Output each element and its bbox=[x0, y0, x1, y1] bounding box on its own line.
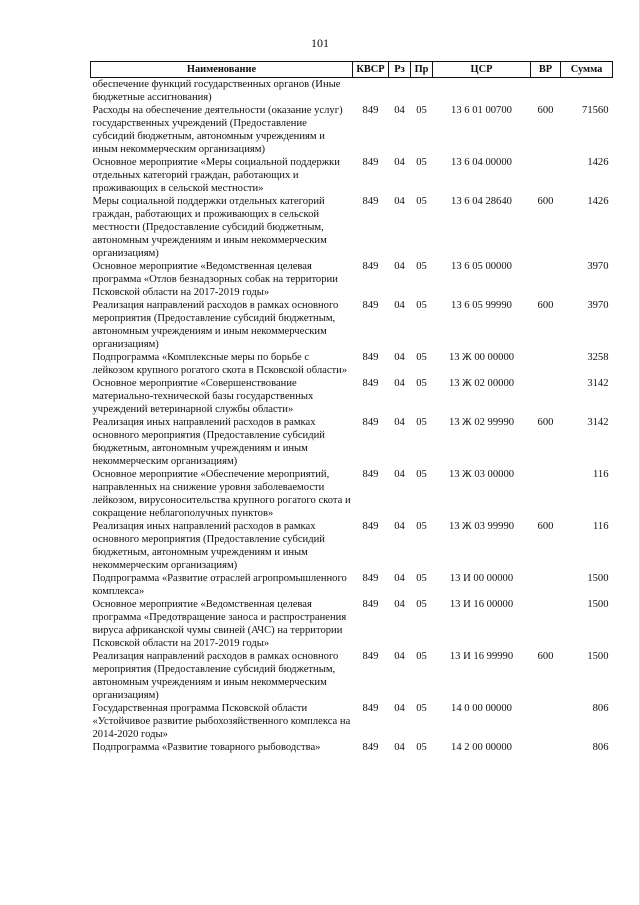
cell-kvsr: 849 bbox=[362, 105, 379, 116]
cell-vr bbox=[531, 702, 561, 741]
cell-pr: 05 bbox=[416, 469, 427, 480]
page-number: 101 bbox=[311, 36, 329, 50]
cell-sum: 3258 bbox=[587, 352, 609, 363]
cell-sum: 1426 bbox=[587, 157, 609, 168]
table-row bbox=[91, 377, 613, 416]
cell-sum: 806 bbox=[592, 742, 609, 753]
cell-vr: 600 bbox=[537, 300, 554, 311]
cell-rz: 04 bbox=[394, 261, 405, 272]
cell-vr bbox=[531, 377, 561, 416]
cell-name: Реализация иных направлений расходов в рамках основного мероприятия (Предоставление субсидий бюджетным, автономным учреждениям и иным некоммерческим организациям) bbox=[92, 521, 325, 571]
cell-vr bbox=[531, 598, 561, 650]
cell-rz: 04 bbox=[394, 157, 405, 168]
table-row bbox=[91, 351, 613, 377]
cell-sum: 3970 bbox=[587, 300, 609, 311]
header-pr: Пр bbox=[411, 62, 433, 78]
cell-sum bbox=[561, 78, 613, 105]
cell-kvsr: 849 bbox=[362, 300, 379, 311]
cell-name: Основное мероприятие «Ведомственная целевая программа «Предотвращение заноса и распространения вируса африканской чумы свиней (АЧС) на территории Псковской области на 2017-2019 годы» bbox=[92, 599, 347, 649]
cell-sum: 116 bbox=[593, 521, 609, 532]
cell-csr: 13 И 16 00000 bbox=[449, 599, 514, 610]
cell-rz: 04 bbox=[394, 352, 405, 363]
cell-kvsr bbox=[353, 78, 389, 105]
cell-pr: 05 bbox=[416, 157, 427, 168]
cell-vr bbox=[531, 260, 561, 299]
cell-vr bbox=[531, 741, 561, 754]
cell-sum: 1426 bbox=[587, 196, 609, 207]
cell-csr: 13 Ж 00 00000 bbox=[448, 352, 515, 363]
cell-pr: 05 bbox=[416, 105, 427, 116]
cell-kvsr: 849 bbox=[362, 521, 379, 532]
cell-vr: 600 bbox=[537, 196, 554, 207]
cell-csr: 13 6 04 28640 bbox=[451, 196, 512, 207]
table-row bbox=[91, 78, 613, 105]
cell-csr: 13 Ж 02 00000 bbox=[448, 378, 515, 389]
cell-pr bbox=[411, 78, 433, 105]
cell-sum: 3142 bbox=[587, 378, 609, 389]
cell-csr: 13 Ж 02 99990 bbox=[448, 417, 515, 428]
cell-csr: 14 0 00 00000 bbox=[451, 703, 512, 714]
table-row bbox=[91, 104, 613, 156]
cell-csr: 13 И 00 00000 bbox=[449, 573, 514, 584]
header-vr: ВР bbox=[531, 62, 561, 78]
table-row bbox=[91, 572, 613, 598]
cell-csr: 13 6 05 99990 bbox=[451, 300, 512, 311]
cell-name: Реализация иных направлений расходов в рамках основного мероприятия (Предоставление субсидий бюджетным, автономным учреждениям и иным некоммерческим организациям) bbox=[92, 417, 325, 467]
cell-pr: 05 bbox=[416, 196, 427, 207]
header-kvsr: КВСР bbox=[353, 62, 389, 78]
header-rz: Рз bbox=[389, 62, 411, 78]
cell-rz: 04 bbox=[394, 742, 405, 753]
cell-sum: 1500 bbox=[587, 573, 609, 584]
table-row bbox=[91, 156, 613, 195]
cell-rz: 04 bbox=[394, 521, 405, 532]
cell-vr bbox=[531, 468, 561, 520]
cell-kvsr: 849 bbox=[362, 573, 379, 584]
cell-rz: 04 bbox=[394, 417, 405, 428]
table-row bbox=[91, 741, 613, 754]
cell-sum: 1500 bbox=[587, 651, 609, 662]
cell-kvsr: 849 bbox=[362, 352, 379, 363]
cell-kvsr: 849 bbox=[362, 196, 379, 207]
cell-csr: 14 2 00 00000 bbox=[451, 742, 512, 753]
cell-pr: 05 bbox=[416, 599, 427, 610]
cell-pr: 05 bbox=[416, 417, 427, 428]
table-row bbox=[91, 260, 613, 299]
cell-pr: 05 bbox=[416, 300, 427, 311]
cell-pr: 05 bbox=[416, 261, 427, 272]
cell-vr bbox=[531, 351, 561, 377]
cell-rz: 04 bbox=[394, 599, 405, 610]
cell-csr: 13 Ж 03 99990 bbox=[448, 521, 515, 532]
cell-csr: 13 6 04 00000 bbox=[451, 157, 512, 168]
cell-rz: 04 bbox=[394, 703, 405, 714]
cell-rz: 04 bbox=[394, 573, 405, 584]
cell-pr: 05 bbox=[416, 378, 427, 389]
cell-pr: 05 bbox=[416, 703, 427, 714]
header-csr: ЦСР bbox=[433, 62, 531, 78]
cell-vr: 600 bbox=[537, 105, 554, 116]
cell-sum: 3970 bbox=[587, 261, 609, 272]
table-row bbox=[91, 468, 613, 520]
cell-csr: 13 6 01 00700 bbox=[451, 105, 512, 116]
cell-name: Расходы на обеспечение деятельности (оказание услуг) государственных учреждений (Предоставление субсидий бюджетным, автономным учреждениям и иным некоммерческим организациям) bbox=[92, 105, 343, 155]
cell-name: Основное мероприятие «Обеспечение мероприятий, направленных на снижение уровня заболеваемости лейкозом, вирусоносительства крупного рогатого скота и сокращение неблагополучных пунктов» bbox=[92, 469, 351, 519]
cell-name: Подпрограмма «Развитие отраслей агропромышленного комплекса» bbox=[92, 573, 347, 597]
cell-name: Подпрограмма «Развитие товарного рыбоводства» bbox=[92, 742, 321, 753]
header-sum: Сумма bbox=[561, 62, 613, 78]
cell-name: Основное мероприятие «Совершенствование материально-технической базы государственных учреждений ветеринарной службы области» bbox=[92, 378, 314, 415]
cell-csr: 13 Ж 03 00000 bbox=[448, 469, 515, 480]
cell-name: Государственная программа Псковской области «Устойчивое развитие рыбохозяйственного комплекса на 2014-2020 годы» bbox=[92, 703, 351, 740]
cell-pr: 05 bbox=[416, 651, 427, 662]
table-row bbox=[91, 299, 613, 351]
cell-kvsr: 849 bbox=[362, 742, 379, 753]
cell-rz: 04 bbox=[394, 469, 405, 480]
cell-kvsr: 849 bbox=[362, 651, 379, 662]
cell-vr: 600 bbox=[537, 651, 554, 662]
table-row bbox=[91, 650, 613, 702]
cell-vr bbox=[531, 572, 561, 598]
cell-sum: 1500 bbox=[587, 599, 609, 610]
header-name: Наименование bbox=[91, 62, 353, 78]
cell-rz: 04 bbox=[394, 300, 405, 311]
cell-vr bbox=[531, 78, 561, 105]
cell-sum: 116 bbox=[593, 469, 609, 480]
cell-kvsr: 849 bbox=[362, 703, 379, 714]
cell-pr: 05 bbox=[416, 352, 427, 363]
cell-rz: 04 bbox=[394, 196, 405, 207]
cell-rz: 04 bbox=[394, 378, 405, 389]
cell-kvsr: 849 bbox=[362, 157, 379, 168]
cell-csr: 13 И 16 99990 bbox=[449, 651, 514, 662]
cell-name: Реализация направлений расходов в рамках основного мероприятия (Предоставление субсидий бюджетным, автономным учреждениям и иным некоммерческим организациям) bbox=[92, 300, 339, 350]
cell-sum: 71560 bbox=[582, 105, 609, 116]
table-header bbox=[91, 62, 613, 78]
cell-rz: 04 bbox=[394, 651, 405, 662]
cell-rz bbox=[389, 78, 411, 105]
cell-sum: 3142 bbox=[587, 417, 609, 428]
cell-vr: 600 bbox=[537, 417, 554, 428]
cell-kvsr: 849 bbox=[362, 469, 379, 480]
table-body bbox=[91, 78, 613, 755]
cell-name: обеспечение функций государственных органов (Иные бюджетные ассигнования) bbox=[92, 79, 341, 103]
cell-csr bbox=[433, 78, 531, 105]
cell-csr: 13 6 05 00000 bbox=[451, 261, 512, 272]
cell-name: Меры социальной поддержки отдельных категорий граждан, работающих и проживающих в сельской местности (Предоставление субсидий бюджетным, автономным учреждениям и иным некоммерческим организациям) bbox=[92, 196, 327, 259]
cell-vr bbox=[531, 156, 561, 195]
cell-name: Основное мероприятие «Ведомственная целевая программа «Отлов безнадзорных собак на территории Псковской области на 2017-2019 годы» bbox=[92, 261, 338, 298]
cell-pr: 05 bbox=[416, 573, 427, 584]
cell-sum: 806 bbox=[592, 703, 609, 714]
table-row bbox=[91, 598, 613, 650]
cell-kvsr: 849 bbox=[362, 378, 379, 389]
cell-vr: 600 bbox=[537, 521, 554, 532]
table-row bbox=[91, 195, 613, 260]
table-row bbox=[91, 702, 613, 741]
cell-name: Подпрограмма «Комплексные меры по борьбе с лейкозом крупного рогатого скота в Псковской области» bbox=[92, 352, 348, 376]
table-row bbox=[91, 520, 613, 572]
budget-table bbox=[90, 61, 613, 754]
cell-kvsr: 849 bbox=[362, 417, 379, 428]
cell-name: Основное мероприятие «Меры социальной поддержки отдельных категорий граждан, работающих и проживающих в сельской местности» bbox=[92, 157, 340, 194]
cell-kvsr: 849 bbox=[362, 261, 379, 272]
table-row bbox=[91, 416, 613, 468]
cell-kvsr: 849 bbox=[362, 599, 379, 610]
cell-pr: 05 bbox=[416, 742, 427, 753]
cell-name: Реализация направлений расходов в рамках основного мероприятия (Предоставление субсидий бюджетным, автономным учреждениям и иным некоммерческим организациям) bbox=[92, 651, 339, 701]
cell-rz: 04 bbox=[394, 105, 405, 116]
cell-pr: 05 bbox=[416, 521, 427, 532]
